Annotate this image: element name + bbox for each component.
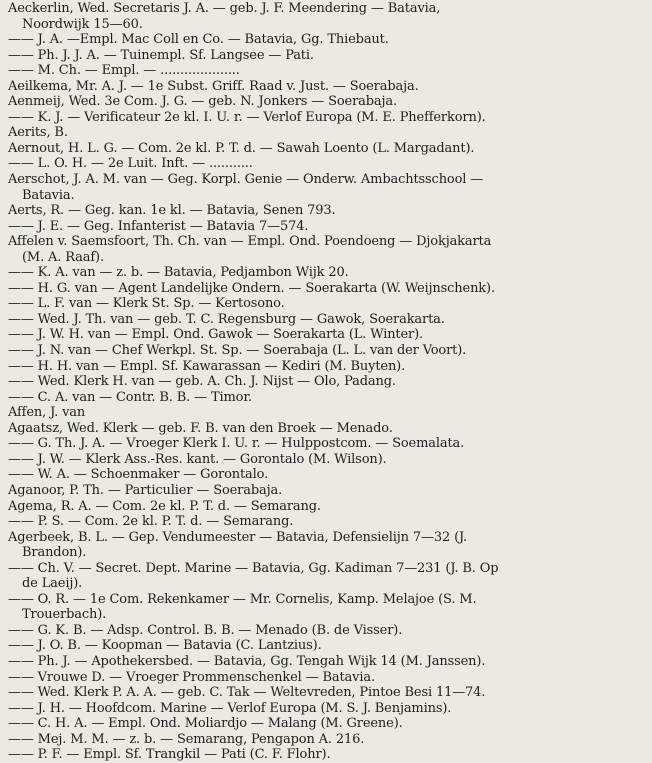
entry-line: —— Wed. Klerk H. van — geb. A. Ch. J. Nijst — Olo, Padang.	[8, 374, 396, 390]
entry-line: Agema, R. A. — Com. 2e kl. P. T. d. — Semarang.	[8, 498, 321, 514]
entry-line: —— J. O. B. — Koopman — Batavia (C. Lantzius).	[8, 638, 322, 654]
entry-line: —— H. G. van — Agent Landelijke Ondern. — Soerakarta (W. Weijnschenk).	[8, 280, 495, 296]
entry-line: —— M. Ch. — Empl. — ....................	[8, 63, 240, 79]
entry-line: Aganoor, P. Th. — Particulier — Soerabaja.	[8, 482, 283, 498]
entry-line: —— Mej. M. M. — z. b. — Semarang, Pengapon A. 216.	[8, 731, 365, 747]
entry-line: —— P. S. — Com. 2e kl. P. T. d. — Semarang.	[8, 514, 294, 530]
entry-line: —— C. H. A. — Empl. Ond. Moliardjo — Malang (M. Greene).	[8, 716, 403, 732]
entry-line: Aerts, R. — Geg. kan. 1e kl. — Batavia, Senen 793.	[8, 203, 336, 219]
entry-line: —— J. N. van — Chef Werkpl. St. Sp. — Soerabaja (L. L. van der Voort).	[8, 343, 467, 359]
entry-line: Aeilkema, Mr. A. J. — 1e Subst. Griff. Raad v. Just. — Soerabaja.	[8, 78, 419, 94]
entry-line: Aeckerlin, Wed. Secretaris J. A. — geb. J. F. Meendering — Batavia,	[8, 1, 441, 16]
entry-line: —— C. A. van — Contr. B. B. — Timor.	[8, 389, 252, 405]
entry-line: —— J. E. — Geg. Infanterist — Batavia 7—574.	[8, 218, 309, 234]
entry-line: Agerbeek, B. L. — Gep. Vendumeester — Batavia, Defensielijn 7—32 (J.	[8, 529, 468, 545]
entry-line: Agaatsz, Wed. Klerk — geb. F. B. van den Broek — Menado.	[8, 420, 393, 436]
entry-line: de Laeij).	[22, 576, 83, 592]
entry-line: Affen, J. van	[8, 405, 86, 421]
entry-line: —— J. W. — Klerk Ass.-Res. kant. — Gorontalo (M. Wilson).	[8, 451, 387, 467]
entry-line: —— G. K. B. — Adsp. Control. B. B. — Menado (B. de Visser).	[8, 622, 403, 638]
entry-line: Affelen v. Saemsfoort, Th. Ch. van — Empl. Ond. Poendoeng — Djokjakarta	[8, 234, 492, 250]
entry-line: —— G. Th. J. A. — Vroeger Klerk I. U. r. — Hulppostcom. — Soemalata.	[8, 436, 465, 452]
entry-line: —— Ph. J. — Apothekersbed. — Batavia, Gg. Tengah Wijk 14 (M. Janssen).	[8, 653, 486, 669]
entry-line: —— Wed. J. Th. van — geb. T. C. Regensburg — Gawok, Soerakarta.	[8, 311, 445, 327]
entry-line: Aerschot, J. A. M. van — Geg. Korpl. Genie — Onderw. Ambachtsschool —	[8, 172, 484, 188]
entry-line: Batavia.	[22, 187, 75, 203]
entry-line: —— J. A. —Empl. Mac Coll en Co. — Batavia, Gg. Thiebaut.	[8, 32, 389, 48]
entry-line: —— W. A. — Schoenmaker — Gorontalo.	[8, 467, 269, 483]
entry-line: —— K. J. — Verificateur 2e kl. I. U. r. — Verlof Europa (M. E. Phefferkorn).	[8, 109, 486, 125]
entry-line: —— L. O. H. — 2e Luit. Inft. — ...........	[8, 156, 253, 172]
entry-line: —— Ph. J. J. A. — Tuinempl. Sf. Langsee — Pati.	[8, 47, 314, 63]
entry-line: —— J. H. — Hoofdcom. Marine — Verlof Europa (M. S. J. Benjamins).	[8, 700, 452, 716]
entry-line: —— P. F. — Empl. Sf. Trangkil — Pati (C. F. Flohr).	[8, 747, 331, 763]
entry-line: —— L. F. van — Klerk St. Sp. — Kertosono.	[8, 296, 285, 312]
entry-line: Aenmeij, Wed. 3e Com. J. G. — geb. N. Jonkers — Soerabaja.	[8, 94, 397, 110]
entry-line: —— J. W. H. van — Empl. Ond. Gawok — Soerakarta (L. Winter).	[8, 327, 424, 343]
entry-line: Aernout, H. L. G. — Com. 2e kl. P. T. d. — Sawah Loento (L. Margadant).	[8, 140, 475, 156]
entry-line: (M. A. Raaf).	[22, 249, 104, 265]
entry-line: Brandon).	[22, 545, 87, 561]
entry-line: Trouerbach).	[22, 607, 107, 623]
entry-line: —— Wed. Klerk P. A. A. — geb. C. Tak — Weltevreden, Pintoe Besi 11—74.	[8, 685, 486, 701]
entry-line: —— Vrouwe D. — Vroeger Prommenschenkel — Batavia.	[8, 669, 375, 685]
entry-line: Aerits, B.	[8, 125, 68, 141]
entry-line: —— K. A. van — z. b. — Batavia, Pedjambon Wijk 20.	[8, 265, 349, 281]
entry-line: Noordwijk 15—60.	[22, 16, 143, 32]
entry-line: —— Ch. V. — Secret. Dept. Marine — Batavia, Gg. Kadiman 7—231 (J. B. Op	[8, 560, 499, 576]
entry-line: —— H. H. van — Empl. Sf. Kawarassan — Kediri (M. Buyten).	[8, 358, 406, 374]
entry-line: —— O. R. — 1e Com. Rekenkamer — Mr. Cornelis, Kamp. Melajoe (S. M.	[8, 591, 477, 607]
